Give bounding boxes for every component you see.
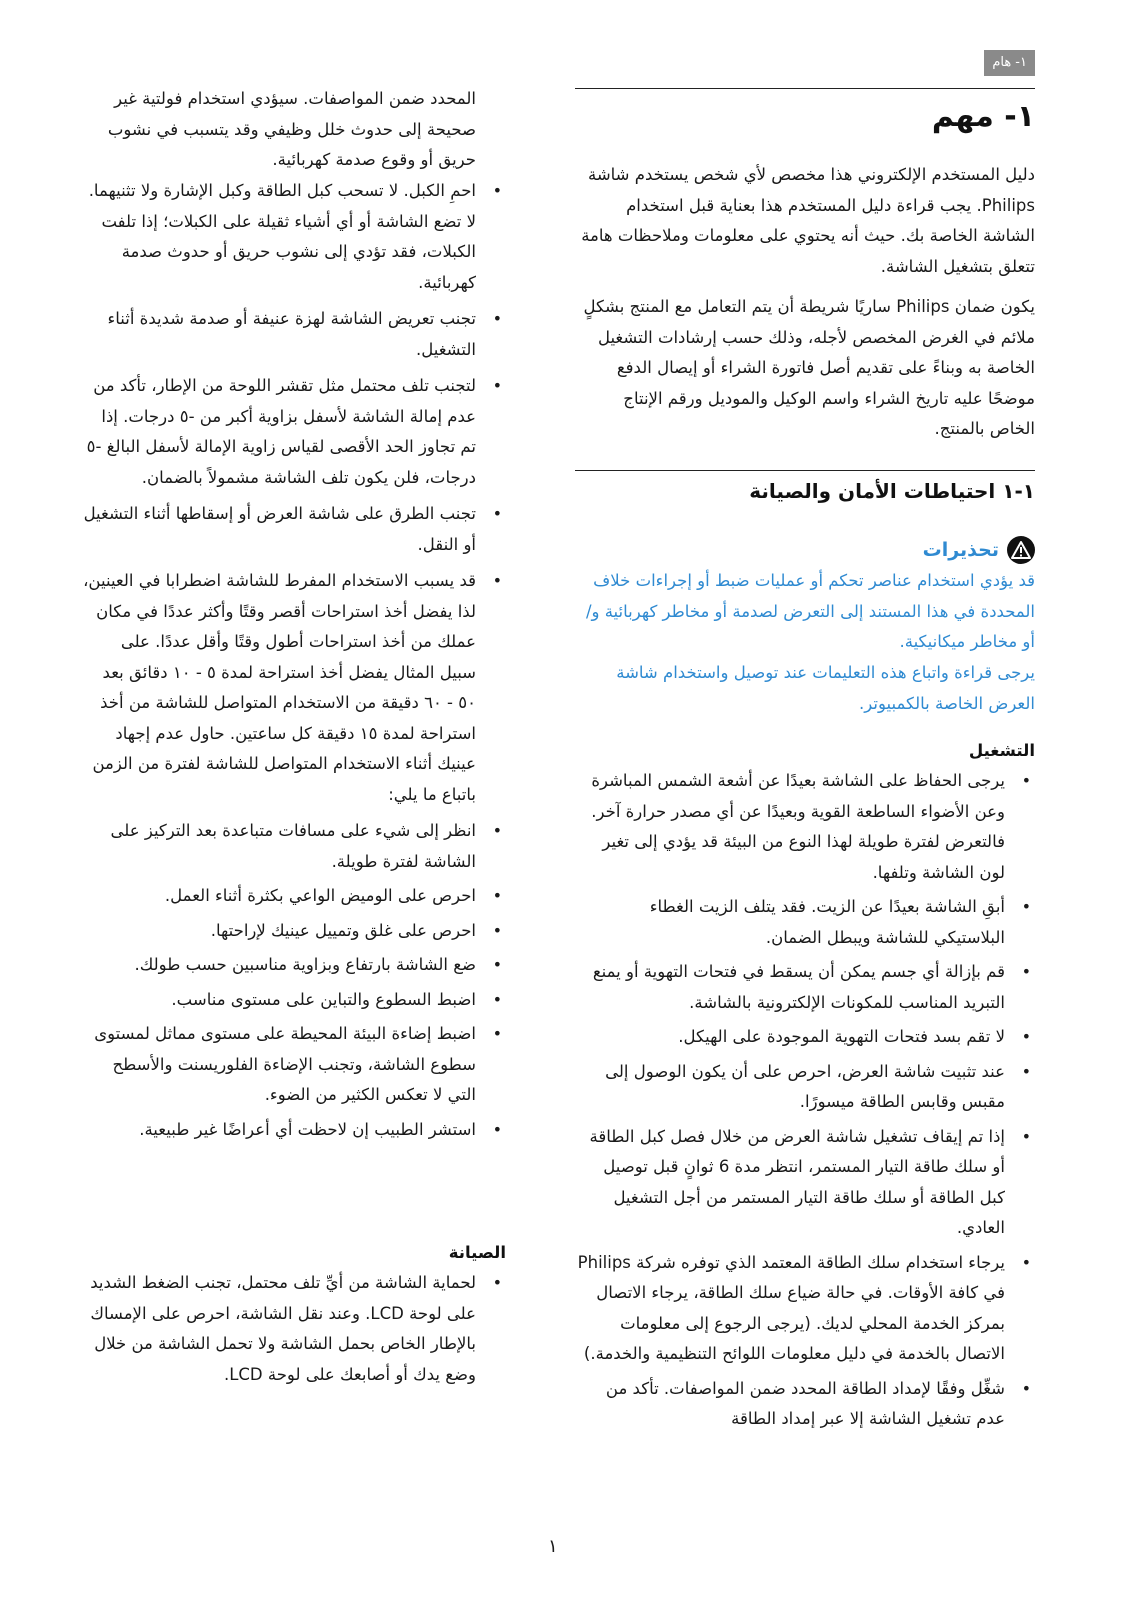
left-list: [82, 176, 506, 1145]
intro-paragraph-2: يكون ضمان Philips ساريًا شريطة أن يتم التعامل مع المنتج بشكلٍ ملائم في الغرض المخصص لأجله، وذلك حسب إرشادات التشغيل الخاصة به وبناءً على تقديم أصل فاتورة الشراء أو إيصال الدفع موضحًا عليه تاريخ الشراء واسم الوكيل والموديل ورقم الإنتاج الخاص بالمنتج.: [583, 297, 1035, 438]
warning-title: تحذيرات: [922, 539, 999, 561]
list-item: • تجنب تعريض الشاشة لهزة عنيفة أو صدمة شديدة أثناء التشغيل.: [82, 304, 506, 365]
list-item: • عند تثبيت شاشة العرض، احرص على أن يكون الوصول إلى مقبس وقابس الطاقة ميسورًا.: [575, 1057, 1035, 1118]
page-number: ١: [548, 1536, 558, 1557]
section-rule: [575, 470, 1035, 471]
continuation-paragraph: المحدد ضمن المواصفات. سيؤدي استخدام فولتية غير صحيحة إلى حدوث خلل وظيفي وقد يتسبب في نشوب حريق أو وقوع صدمة كهربائية.: [107, 89, 476, 169]
list-item: • احرص على غلق وتمييل عينيك لإراحتها.: [82, 916, 506, 947]
list-item: • إذا تم إيقاف تشغيل شاشة العرض من خلال فصل كبل الطاقة أو سلك طاقة التيار المستمر، انتظر مدة 6 ثوانٍ قبل توصيل كبل الطاقة أو سلك طاقة التيار المستمر من أجل التشغيل العادي.: [575, 1122, 1035, 1244]
list-item: • اضبط السطوع والتباين على مستوى مناسب.: [82, 985, 506, 1016]
operation-list: [575, 766, 1035, 1435]
operation-heading: التشغيل: [968, 741, 1035, 760]
list-item: • شغِّل وفقًا لإمداد الطاقة المحدد ضمن المواصفات. تأكد من عدم تشغيل الشاشة إلا عبر إمداد الطاقة: [575, 1374, 1035, 1435]
intro-paragraph-1: دليل المستخدم الإلكتروني هذا مخصص لأي شخص يستخدم شاشة Philips. يجب قراءة دليل المستخدم هذا بعناية قبل استخدام الشاشة الخاصة بك. حيث أنه يحتوي على معلومات وملاحظات هامة تتعلق بتشغيل الشاشة.: [581, 165, 1035, 276]
section-title: ١-١ احتياطات الأمان والصيانة: [749, 479, 1035, 503]
list-item: • تجنب الطرق على شاشة العرض أو إسقاطها أثناء التشغيل أو النقل.: [82, 499, 506, 560]
page-title: ١- مهم: [931, 99, 1035, 134]
warning-paragraph-2: يرجى قراءة واتباع هذه التعليمات عند توصيل واستخدام شاشة العرض الخاصة بالكمبيوتر.: [616, 663, 1035, 713]
list-item: • احمِ الكبل. لا تسحب كبل الطاقة وكبل الإشارة ولا تثنيهما. لا تضع الشاشة أو أي أشياء ثقيلة على الكبلات؛ إذا تلفت الكبلات، فقد تؤدي إلى نشوب حريق أو حدوث صدمة كهربائية.: [82, 176, 506, 298]
list-item: • استشر الطبيب إن لاحظت أي أعراضًا غير طبيعية.: [82, 1115, 506, 1146]
list-item: • أبقِ الشاشة بعيدًا عن الزيت. فقد يتلف الزيت الغطاء البلاستيكي للشاشة ويبطل الضمان.: [575, 892, 1035, 953]
list-item: • يرجاء استخدام سلك الطاقة المعتمد الذي توفره شركة Philips في كافة الأوقات. في حالة ضياع سلك الطاقة، يرجاء الاتصال بمركز الخدمة المحلي لديك. (يرجى الرجوع إلى معلومات الاتصال بالخدمة في دليل معلومات اللوائح التنظيمية والخدمة.): [575, 1248, 1035, 1370]
list-item: • احرص على الوميض الواعي بكثرة أثناء العمل.: [82, 881, 506, 912]
warning-heading: [923, 536, 1035, 564]
list-item: • لا تقم بسد فتحات التهوية الموجودة على الهيكل.: [575, 1022, 1035, 1053]
list-item: • لحماية الشاشة من أيِّ تلف محتمل، تجنب الضغط الشديد على لوحة LCD. وعند نقل الشاشة، احرص على الإمساك بالإطار الخاص بحمل الشاشة ولا تحمل الشاشة من خلال وضع يدك أو أصابعك على لوحة LCD.: [82, 1268, 506, 1390]
list-item: • ضع الشاشة بارتفاع وبزاوية مناسبين حسب طولك.: [82, 950, 506, 981]
maintenance-list: [82, 1268, 506, 1390]
list-item: • لتجنب تلف محتمل مثل تقشر اللوحة من الإطار، تأكد من عدم إمالة الشاشة لأسفل بزاوية أكبر من -٥ درجات. إذا تم تجاوز الحد الأقصى لقياس زاوية الإمالة لأسفل البالغ -٥ درجات، فلن يكون تلف الشاشة مشمولاً بالضمان.: [82, 371, 506, 493]
list-item: • قم بإزالة أي جسم يمكن أن يسقط في فتحات التهوية أو يمنع التبريد المناسب للمكونات الإلكترونية بالشاشة.: [575, 957, 1035, 1018]
list-item: • قد يسبب الاستخدام المفرط للشاشة اضطرابا في العينين، لذا يفضل أخذ استراحات أقصر وقتًا وأكثر عددًا في مكان عملك من أخذ استراحات أطول وقتًا وأقل عددًا. على سبيل المثال يفضل أخذ استراحة لمدة ٥ - ١٠ دقائق بعد ٥٠ - ٦٠ دقيقة من الاستخدام المتواصل للشاشة من أخذ استراحة لمدة ١٥ دقيقة كل ساعتين. حاول عدم إجهاد عينيك أثناء الاستخدام المتواصل للشاشة لفترة من الزمن باتباع ما يلي:: [82, 566, 506, 810]
section-tab: ١- هام: [984, 50, 1035, 76]
list-item: • يرجى الحفاظ على الشاشة بعيدًا عن أشعة الشمس المباشرة وعن الأضواء الساطعة القوية وبعيدًا عن أي مصدر حرارة آخر. فالتعرض لفترة طويلة لهذا النوع من البيئة قد يؤدي إلى تغير لون الشاشة وتلفها.: [575, 766, 1035, 888]
list-item: • انظر إلى شيء على مسافات متباعدة بعد التركيز على الشاشة لفترة طويلة.: [82, 816, 506, 877]
warning-paragraph-1: قد يؤدي استخدام عناصر تحكم أو عمليات ضبط أو إجراءات خلاف المحددة في هذا المستند إلى التعرض لصدمة أو مخاطر كهربائية و/أو مخاطر ميكانيكية.: [585, 571, 1035, 651]
warning-icon: [1007, 536, 1035, 564]
list-item: • اضبط إضاءة البيئة المحيطة على مستوى مماثل لمستوى سطوع الشاشة، وتجنب الإضاءة الفلوريسنت والأسطح التي لا تعكس الكثير من الضوء.: [82, 1019, 506, 1111]
title-rule: [575, 88, 1035, 89]
maintenance-heading: الصيانة: [448, 1243, 506, 1262]
